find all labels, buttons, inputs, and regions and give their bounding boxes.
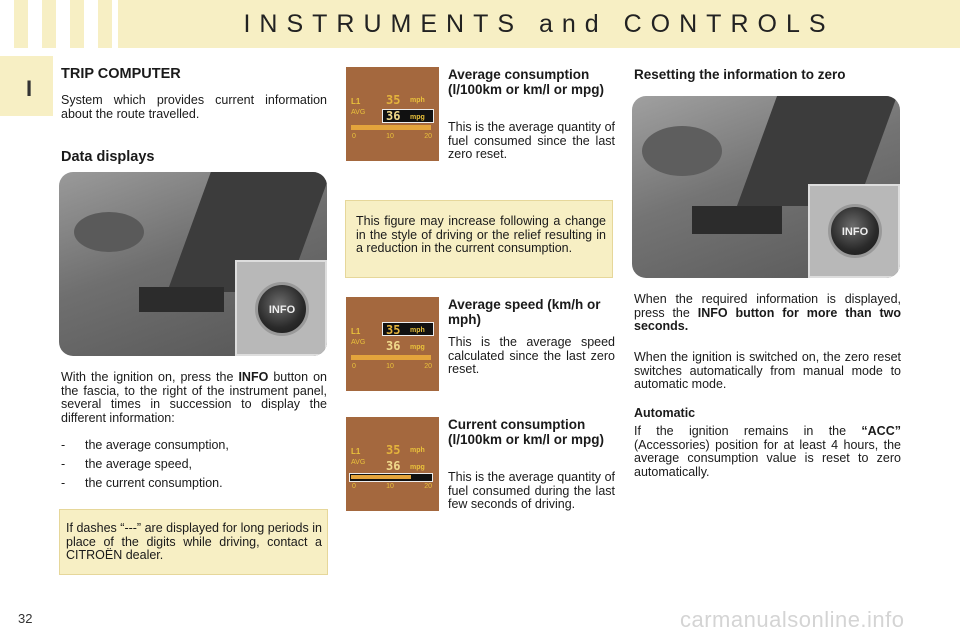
resetting-instruction: When the required information is displayed, press the INFO button for more than two seconds.: [634, 292, 901, 333]
list-item: - the average consumption,: [61, 436, 229, 455]
reset-dashboard-photo: [632, 96, 900, 278]
current-consumption-heading: Current consumption (l/100km or km/l or mpg): [448, 417, 605, 447]
page-title: INSTRUMENTS and CONTROLS: [243, 10, 835, 38]
current-consumption-display: L1 AVG 35 mph 36 mpg 0 10 20: [346, 417, 439, 511]
consumption-note-text: This figure may increase following a change in the style of driving or the relief resulting in a reduction in the current consumption.: [356, 214, 606, 255]
list-item: - the average speed,: [61, 455, 229, 474]
trip-computer-intro: System which provides current information about the route travelled.: [61, 93, 327, 121]
list-item: - the current consumption.: [61, 474, 229, 493]
page-header: [0, 0, 960, 48]
consumption-note: [345, 200, 613, 278]
dashboard-photo: [59, 172, 327, 356]
data-displays-heading: Data displays: [61, 149, 155, 165]
average-consumption-display: L1 AVG 35 mph 36 mpg 0 10 20: [346, 67, 439, 161]
resetting-heading: Resetting the information to zero: [634, 67, 846, 82]
data-displays-body: With the ignition on, press the INFO button on the fascia, to the right of the instrument panel, several times in succession to display the different information:: [61, 370, 327, 425]
header-stripes: [0, 0, 118, 48]
trip-computer-heading: TRIP COMPUTER: [61, 66, 181, 82]
display-list: [61, 436, 229, 493]
automatic-body: If the ignition remains in the “ACC” (Accessories) position for at least 4 hours, the average consumption value is reset to zero automatically.: [634, 424, 901, 479]
dashes-note: [59, 509, 328, 575]
automatic-heading: Automatic: [634, 406, 696, 420]
info-button-inset: [235, 260, 327, 356]
dashes-note-text: If dashes “---” are displayed for long periods in place of the digits while driving, contact a CITROËN dealer.: [66, 521, 322, 562]
current-consumption-body: This is the average quantity of fuel consumed during the last few seconds of driving.: [448, 470, 615, 511]
average-speed-heading: Average speed (km/h or mph): [448, 297, 601, 327]
average-speed-body: This is the average speed calculated since the last zero reset.: [448, 335, 615, 376]
section-tab-label: I: [26, 76, 33, 101]
info-button-icon: INFO: [828, 204, 882, 258]
resetting-auto-switch: When the ignition is switched on, the zero reset switches automatically from manual mode to automatic mode.: [634, 350, 901, 391]
section-tab: [0, 56, 53, 116]
average-consumption-body: This is the average quantity of fuel consumed since the last zero reset.: [448, 120, 615, 161]
average-consumption-heading: Average consumption (l/100km or km/l or mpg): [448, 67, 605, 97]
page-number: 32: [18, 611, 33, 626]
reset-info-button-inset: [808, 184, 900, 278]
watermark: carmanualsonline.info: [680, 607, 905, 632]
info-button-icon: INFO: [255, 282, 309, 336]
average-speed-display: L1 AVG 35 mph 36 mpg 0 10 20: [346, 297, 439, 391]
